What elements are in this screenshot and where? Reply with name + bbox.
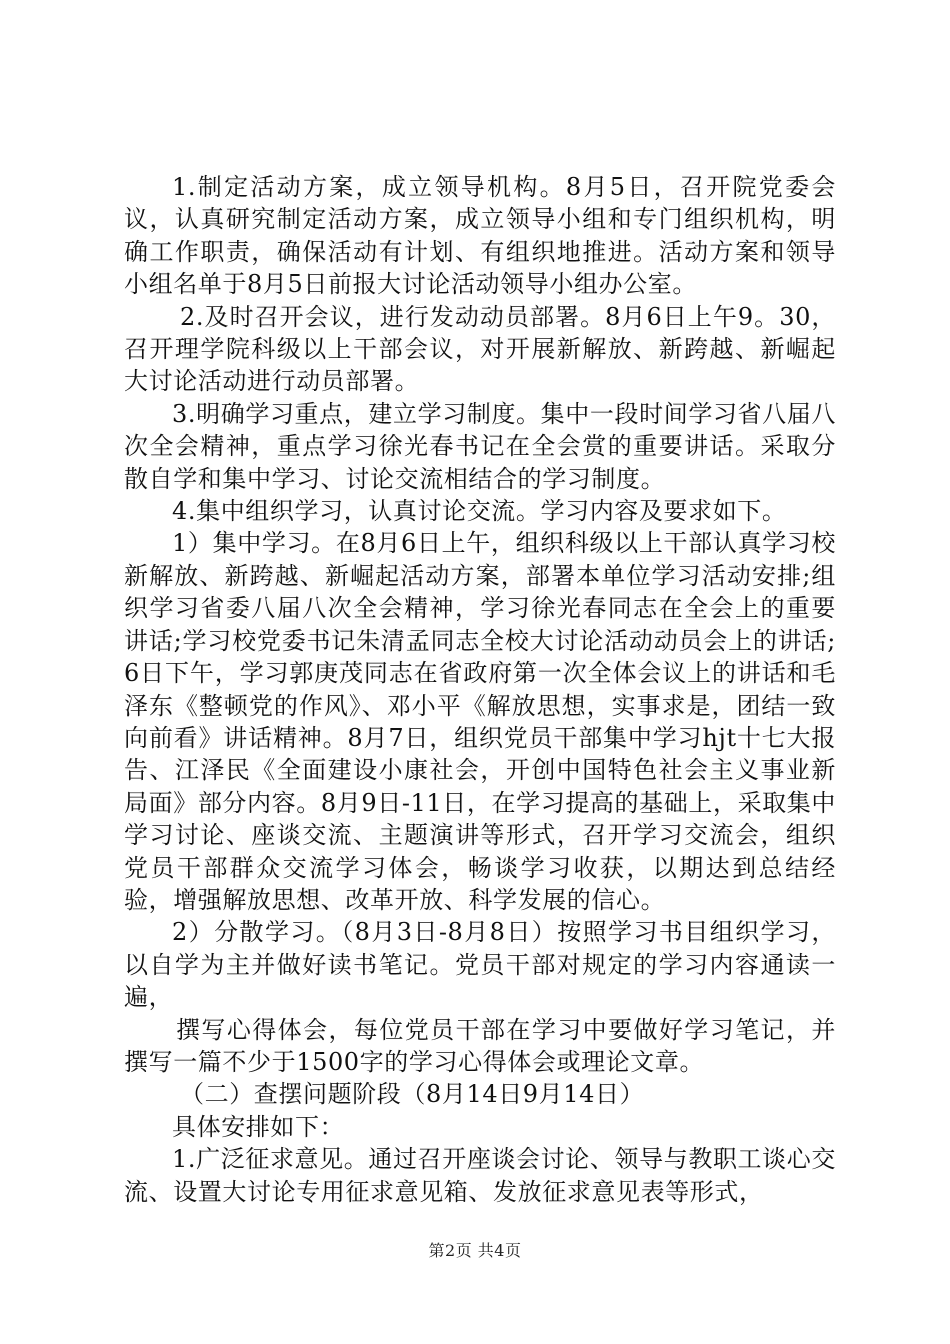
paragraph-solicit-opinions: 1.广泛征求意见。通过召开座谈会讨论、领导与教职工谈心交流、设置大讨论专用征求意见箱、发放征求意见表等形式， (124, 1145, 836, 1206)
page-number-footer: 第2页 共4页 (428, 1241, 522, 1260)
paragraph-plan-setup: 1.制定活动方案，成立领导机构。8月5日，召开院党委会议，认真研究制定活动方案，成立领导小组和专门组织机构，明确工作职责，确保活动有计划、有组织地推进。活动方案和领导小组名单于8月5日前报大讨论活动领导小组办公室。 (124, 173, 836, 299)
paragraph-arrangement-intro: 具体安排如下： (172, 1112, 345, 1141)
paragraph-study-notes: 撰写心得体会，每位党员干部在学习中要做好学习笔记，并撰写一篇不少于1500字的学习心得体会或理论文章。 (124, 1015, 836, 1076)
paragraph-centralized-study: 1）集中学习。在8月6日上午，组织科级以上干部认真学习校新解放、新跨越、新崛起活动方案，部署本单位学习活动安排;组织学习省委八届八次全会精神，学习徐光春同志在全会上的重要讲话;学习校党委书记朱清孟同志全校大讨论活动动员会上的讲话;6日下午，学习郭庚茂同志在省政府第一次全体会议上的讲话和毛泽东《整顿党的作风》、邓小平《解放思想，实事求是，团结一致向前看》讲话精神。8月7日，组织党员干部集中学习hjt十七大报告、江泽民《全面建设小康社会，开创中国特色社会主义事业新局面》部分内容。8月9日-11日，在学习提高的基础上，采取集中学习讨论、座谈交流、主题演讲等形式，召开学习交流会，组织党员干部群众交流学习体会，畅谈学习收获，以期达到总结经验，增强解放思想、改革开放、科学发展的信心。 (124, 529, 836, 914)
paragraph-organize-study: 4.集中组织学习，认真讨论交流。学习内容及要求如下。 (172, 497, 787, 526)
paragraph-study-focus: 3.明确学习重点，建立学习制度。集中一段时间学习省八届八次全会精神，重点学习徐光春书记在全会赏的重要讲话。采取分散自学和集中学习、讨论交流相结合的学习制度。 (124, 399, 836, 493)
paragraph-meeting-mobilization: 2.及时召开会议，进行发动动员部署。8月6日上午9。30，召开理学院科级以上干部会议，对开展新解放、新跨越、新崛起大讨论活动进行动员部署。 (124, 302, 836, 396)
document-body (124, 171, 836, 1208)
paragraph-self-study: 2）分散学习。（8月3日-8月8日）按照学习书目组织学习，以自学为主并做好读书笔记。党员干部对规定的学习内容通读一遍， (124, 918, 836, 1012)
section-heading-problem-review: （二）查摆问题阶段（8月14日9月14日） (180, 1080, 645, 1109)
